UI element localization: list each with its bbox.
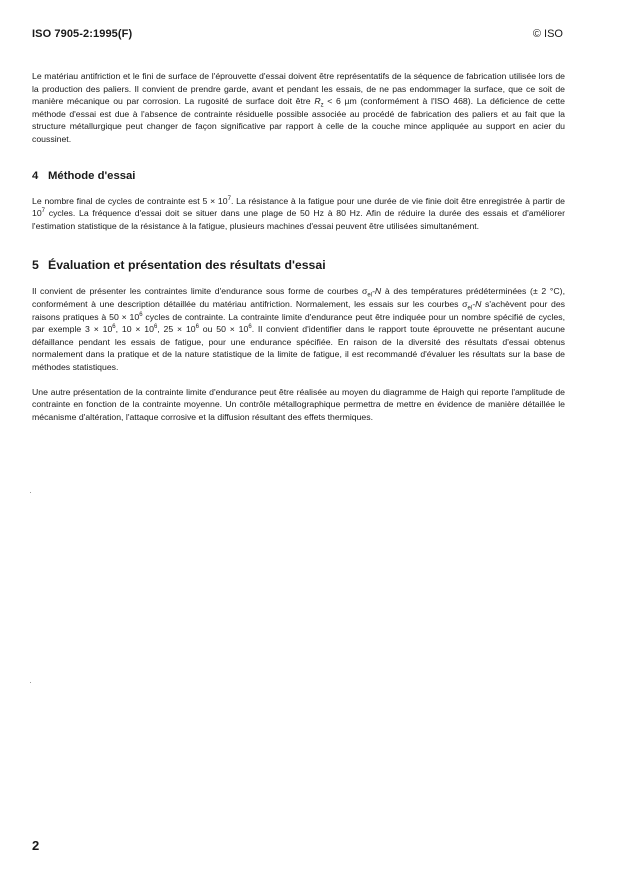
- section-4-paragraph: Le nombre final de cycles de contrainte est $5 \times 10^7$. La résistance à la fatigue pour une durée de vie finie doit être enregistrée à partir de $10^7$ cycles. La fréquence d'essai doit se situer dans une plage de 50 Hz à 80 Hz. Afin de réduire la durée des essais et d'améliorer l'estimation statistique de la résistance à la fatigue, plusieurs machines d'essai peuvent être utilisées simultanément.: [32, 195, 566, 231]
- section-4-heading: [32, 170, 565, 182]
- scan-artifact: [30, 492, 31, 493]
- page-header: [32, 28, 563, 40]
- intro-paragraph: Le matériau antifriction et le fini de surface de l'éprouvette d'essai doivent être représentatifs de la séquence de fabrication utilisée lors de la production des paliers. Il convient de prendre garde, avant et pendant les essais, de ne pas endommager la surface, que ce soit de manière mécanique ou par corrosion. La rugosité de surface doit être $R_z < 6$ µm (conformément à l'ISO 468). La déficience de cette méthode d'essai est due à l'absence de contrainte résiduelle possible associée au procédé de fabrication des paliers et au fait que la structure métallurgique peut changer de façon significative par rapport à celle de la couche mince appliquée au support en acier du coussinet.: [32, 71, 565, 144]
- page-number: 2: [32, 838, 40, 853]
- copyright-notice: © ISO: [532, 28, 563, 40]
- section-5-paragraph-2: Une autre présentation de la contrainte limite d'endurance peut être réalisée au moyen du diagramme de Haigh qui reporte l'amplitude de contrainte en fonction de la contrainte moyenne. Un contrôle métallographique permettra de mettre en évidence de manière détaillée le mécanisme d'altération, l'attaque corrosive et la diffusion résultant des effets thermiques.: [32, 386, 565, 422]
- section-5-heading: [32, 258, 565, 272]
- section-4-title: Méthode d'essai: [48, 169, 136, 182]
- section-4-number: 4: [32, 169, 39, 182]
- page-body: [32, 70, 565, 423]
- scan-artifact: [30, 682, 31, 683]
- section-5-number: 5: [32, 258, 39, 273]
- section-5-paragraph-1: Il convient de présenter les contraintes limite d'endurance sous forme de courbes $\sigma_{el}-N$ à des températures prédéterminées (± 2 °C), conformément à une description détaillée du matériau antifriction. Normalement, les essais sur les courbes $\sigma_{el}-N$ s'achèvent pour des raisons pratiques à $50 \times 10^6$ cycles de contrainte. La contrainte limite d'endurance peut être indiquée pour un nombre spécifié de cycles, par exemple $3 \times 10^6$, $10 \times 10^6$, $25 \times 10^6$ ou $50 \times 10^6$. Il convient d'identifier dans le rapport toute éprouvette ne présentant aucune défaillance pendant les essais de fatigue, pour une endurance spécifiée. En raison de la diversité des résultats d'essai obtenus normalement dans la pratique et de la nature statistique de la limite de fatigue, il est recommandé d'évaluer les résultats sur la base de méthodes statistiques.: [32, 286, 566, 372]
- standard-identifier: ISO 7905-2:1995(F): [32, 28, 133, 40]
- section-5-title: Évaluation et présentation des résultats d'essai: [48, 258, 326, 273]
